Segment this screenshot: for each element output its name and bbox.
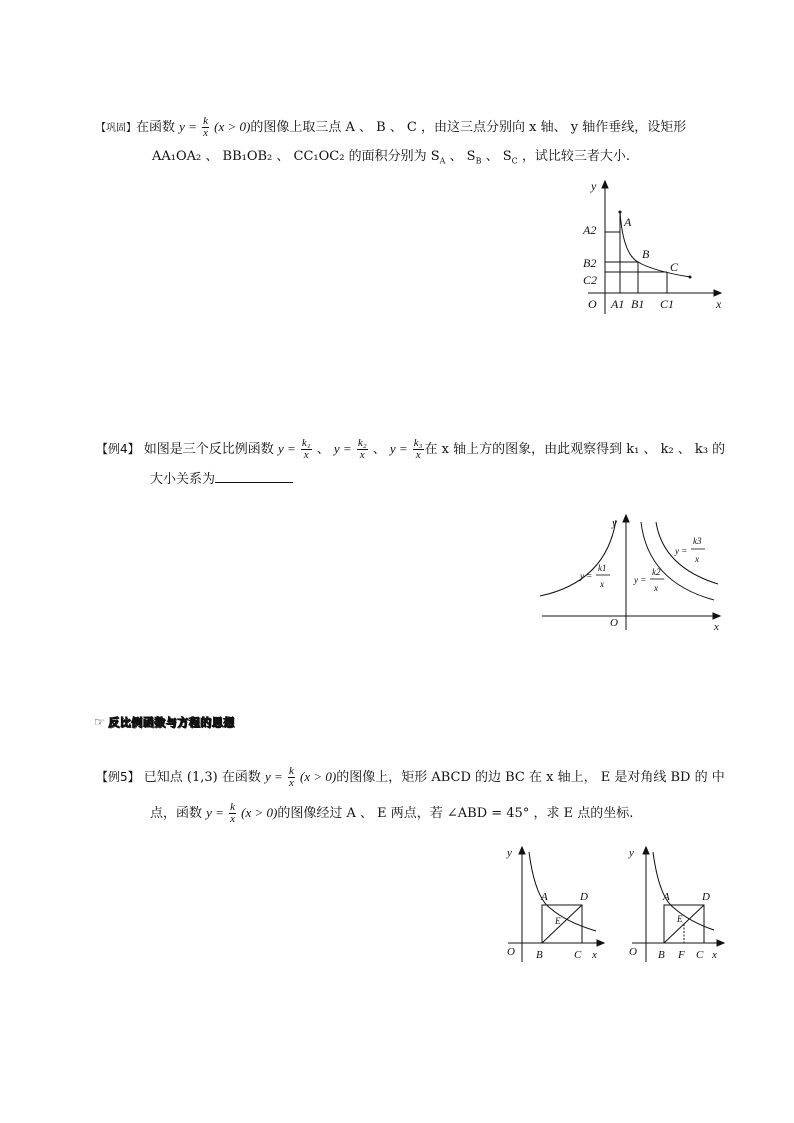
fraction-k-over-x-2: $\frac{k}{x}$ [230, 801, 235, 825]
svg-text:A: A [541, 891, 548, 903]
consolidate-intro: 在函数 [136, 120, 176, 135]
label-o: O [610, 617, 618, 629]
label-y: y [612, 517, 617, 529]
example4-text2: 在 x 轴上方的图象，由此观察得到 k₁ 、 k₂ 、 k₃ 的 [424, 442, 726, 457]
example5-text2: 点，函数 [150, 806, 203, 821]
example4-figure [538, 512, 728, 634]
x-arrow-icon [717, 940, 724, 946]
label-a1: A1 [611, 297, 625, 311]
label-b: B [642, 247, 650, 261]
example5-figure-1 [500, 842, 608, 966]
svg-text:F: F [678, 949, 685, 961]
example5-text1b: 的图像上，矩形 ABCD 的边 BC 在 x 轴上， E 是对角线 BD 的 中 [336, 770, 725, 785]
y-arrow-icon [643, 847, 649, 854]
example5-text2b: 的图像经过 A 、 E 两点，若 ∠ABD = 45° ，求 E 点的坐标. [277, 806, 634, 821]
example4-text1: 如图是三个反比例函数 [143, 442, 274, 457]
example5-text1: 已知点 (1,3) 在函数 [143, 770, 261, 785]
label-b2: B2 [583, 256, 597, 270]
svg-text:E: E [555, 916, 561, 926]
domain: (x > 0) [214, 119, 251, 134]
svg-text:D: D [702, 891, 710, 903]
point-a-dot [619, 211, 622, 214]
svg-text:E: E [677, 914, 683, 924]
label-curve3-k: k3 [693, 536, 702, 546]
x-arrow-icon [713, 613, 720, 619]
func-lhs: y = [179, 119, 197, 134]
example4-line2 [150, 470, 293, 489]
label-c2: C2 [583, 273, 598, 287]
svg-text:x: x [592, 949, 597, 961]
svg-text:x: x [712, 949, 717, 961]
x-arrow-icon [714, 290, 721, 296]
consolidate-body1: 的图像上取三点 A 、 B 、 C ，由这三点分别向 x 轴、 y 轴作垂线，设矩形 [250, 120, 687, 135]
consolidate-figure [578, 176, 728, 316]
answer-blank[interactable] [215, 470, 293, 483]
svg-text:A: A [663, 891, 670, 903]
fraction-k3: $\frac{\text{k₃}}{x}$ [413, 437, 423, 461]
fraction-k-over-x: $\frac{k}{x}$ [203, 115, 208, 139]
svg-text:B: B [536, 949, 543, 961]
example5-line1: 【例5】 已知点 (1,3) 在函数 y = $\frac{k}{x}$ (x > 0)的图像上，矩形 ABCD 的边 BC 在 x 轴上， E 是对角线 BD 的 中 [96, 765, 725, 789]
x-arrow-icon [597, 940, 604, 946]
example4-text3: 大小关系为 [150, 472, 216, 487]
curve-k1 [540, 520, 616, 596]
label-curve1-lhs: y = [580, 571, 593, 581]
svg-text:x: x [600, 579, 604, 589]
section-title: 反比例函数与方程的思想 [108, 716, 235, 729]
svg-text:O: O [629, 946, 637, 958]
label-y: y [591, 179, 597, 193]
section-heading [94, 714, 235, 730]
label-curve2-k: k2 [652, 567, 661, 577]
fraction-k2: $\frac{\text{k₂}}{x}$ [357, 437, 367, 461]
label-c1: C1 [660, 297, 675, 311]
example4-tag: 【例4】 [96, 442, 140, 456]
example4-line1: 【例4】 如图是三个反比例函数 y = $\frac{\text{k₁}}{x}$ 、 y = $\frac{\text{k₂}}{x}$ 、 y = $\frac{\text{k₃}}{x}$ 在 x 轴上方的图象，由此观察得到 k₁ 、 k₂ 、 k₃ 的 [96, 437, 726, 461]
svg-text:O: O [507, 946, 515, 958]
svg-text:C: C [574, 949, 582, 961]
label-curve1-k: k1 [598, 563, 607, 573]
y-arrow-icon [519, 847, 525, 854]
fraction-k1: $\frac{\text{k₁}}{x}$ [301, 437, 311, 461]
consolidate-line2: AA₁OA₂ 、 BB₁OB₂ 、 CC₁OC₂ 的面积分别为 $S_A$ 、 $S_B$ 、 $S_C$ ，试比较三者大小. [152, 149, 631, 166]
svg-text:C: C [696, 949, 704, 961]
y-arrow-icon [602, 181, 608, 188]
label-a: A [624, 215, 632, 229]
label-a2: A2 [583, 223, 597, 237]
svg-text:y: y [629, 847, 634, 859]
example5-tag: 【例5】 [96, 770, 140, 784]
svg-text:D: D [580, 891, 588, 903]
fraction-k-over-x: $\frac{k}{x}$ [288, 765, 294, 789]
label-c: C [670, 260, 679, 274]
pointing-hand-icon: ☞ [94, 715, 105, 729]
label-o: O [588, 297, 597, 311]
consolidate-tag: 【巩固】 [96, 123, 136, 134]
svg-text:x: x [695, 554, 699, 564]
svg-text:B: B [658, 949, 665, 961]
label-curve2-lhs: y = [634, 575, 647, 585]
y-arrow-icon [623, 515, 629, 522]
point-end-dot [689, 276, 692, 279]
example5-line2: 点，函数 y = $\frac{k}{x}$ (x > 0)的图像经过 A 、 E 两点，若 ∠ABD = 45° ，求 E 点的坐标. [150, 801, 634, 825]
consolidate-line1 [96, 116, 686, 139]
svg-text:x: x [654, 583, 658, 593]
label-curve3-lhs: y = [675, 546, 688, 556]
label-x: x [714, 621, 719, 633]
curve-k2 [641, 522, 714, 600]
svg-text:y: y [507, 847, 512, 859]
label-b1: B1 [631, 297, 645, 311]
rect-names: AA₁OA₂ 、 BB₁OB₂ 、 CC₁OC₂ 的面积分别为 S [152, 149, 440, 164]
label-x: x [716, 297, 722, 311]
example5-figure-2 [624, 842, 728, 966]
